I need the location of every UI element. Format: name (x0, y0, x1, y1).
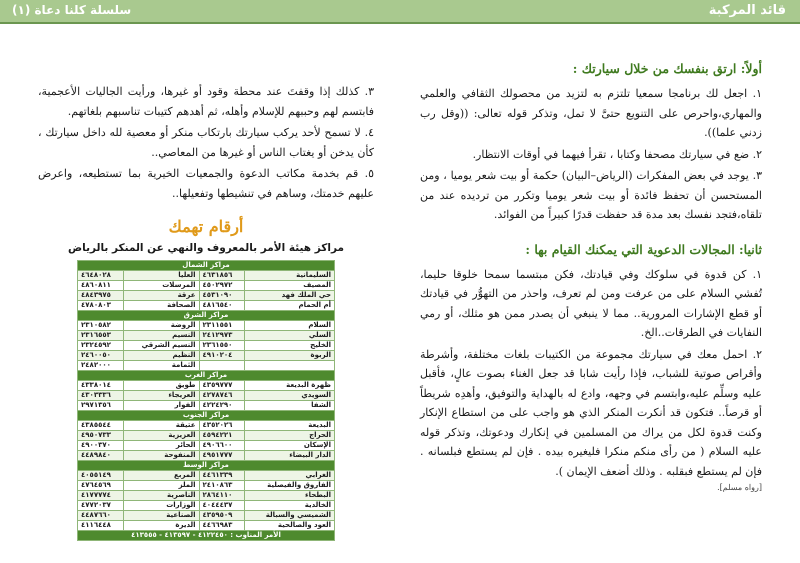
table-footer-row (78, 531, 335, 541)
table-row (78, 401, 335, 411)
table-phone-cell: ٤٤٨٧٦٦٠ (78, 511, 124, 521)
table-center-cell: عتيقة (123, 421, 199, 431)
table-region-row (78, 411, 335, 421)
table-center-cell: الإسكان (245, 441, 335, 451)
section2-paragraph-1: ١. كن قدوة في سلوكك وفي قيادتك، فكن مبتسما سمحا خلوقا حليما، تُفشي السلام على من عرفت ومن لم تعرف، واحذر من التهوُّر في قيادتك أو قطع الإشارات المرورية.. مما لا ينبغي أن يصدر ممن هو مثلك، أو رمي النفايات في الطرقات..الخ. (420, 267, 762, 339)
table-phone-cell: ٢٨٦٤١١٠ (199, 491, 245, 501)
left-column (38, 82, 374, 541)
phone-directory-table (77, 260, 335, 541)
table-phone-cell: ٤٨١٦٥٤٠ (199, 301, 245, 311)
left-paragraph-5: ٥. قم بخدمة مكاتب الدعوة والجمعيات الخيرية بما تستطيعه، واعرض عليهم خدمتك، وساهم في تنشيطها وتفعيلها.. (38, 167, 374, 200)
table-center-cell: المصيف (245, 281, 335, 291)
table-phone-cell: ٤٠٥٥١٤٩ (78, 471, 124, 481)
table-row (78, 331, 335, 341)
citation: [رواه مسلم]. (717, 483, 762, 492)
table-phone-cell: ٤٨٦٠٨١١ (78, 281, 124, 291)
table-row (78, 341, 335, 351)
table-center-cell: النظيم (123, 351, 199, 361)
table-phone-cell: ٤٩٥١٧٧٧ (199, 451, 245, 461)
table-region-row (78, 311, 335, 321)
table-center-cell: الدار البيضاء (245, 451, 335, 461)
table-phone-cell: ٤٨٤٣٩٧٥ (78, 291, 124, 301)
table-row (78, 291, 335, 301)
table-phone-cell: ٢٤١٢٩٧٣ (199, 331, 245, 341)
table-center-cell: الوزارات (123, 501, 199, 511)
table-row (78, 501, 335, 511)
table-center-cell: البطحاء (245, 491, 335, 501)
left-paragraph-3: ٣. كذلك إذا وقفتَ عند محطة وقود أو غيرها، ورأيت الجاليات الأعجمية، فابتسم لهم وحببهم للإسلام وأهله، ثم أهدهم كتيبات تناسبهم بلغاتهم. (38, 85, 374, 118)
table-row (78, 421, 335, 431)
table-center-cell: الشميسي والسبالة (245, 511, 335, 521)
table-center-cell: عرقة (123, 291, 199, 301)
section1-heading: أولاً: ارتق بنفسك من خلال سيارتك : (572, 61, 762, 76)
table-center-cell: الصحافة (123, 301, 199, 311)
numbers-title: أرقام تهمك (168, 217, 244, 236)
section1-paragraph-3: ٣. يوجد في بعض المفكرات (الرياض–البيان) حكمة أو بيت شعر يوميا ، ومن المستحسن أن تحفظ فائدة أو بيت شعر يوميا وتكرر من ترديده عند من تلقاه،فتجد نفسك بعد مدة قد حفظت قدرًا كبيراً من الفوائد. (420, 169, 762, 221)
table-center-cell: حي الملك فهد (245, 291, 335, 301)
table-center-cell: المنفوحة (123, 451, 199, 461)
table-row (78, 481, 335, 491)
header-bar (0, 0, 800, 24)
table-center-cell (245, 361, 335, 371)
table-center-cell: الناصرية (123, 491, 199, 501)
section1-paragraph-1: ١. اجعل لك برنامجا سمعيا تلتزم به لتزيد من محصولك الثقافي والعلمي والمهاري،واحرص على التنويع حتىَّ لا تمل، وتذكر قوله تعالى: ((وقل رب زدني علما)). (420, 87, 762, 139)
table-region-row (78, 371, 335, 381)
table-center-cell: العريجاء (123, 391, 199, 401)
table-center-cell: البديعة (245, 421, 335, 431)
table-center-cell: الفوار (123, 401, 199, 411)
table-center-cell: الملز (123, 481, 199, 491)
table-center-cell: الحائر (123, 441, 199, 451)
table-center-cell: الخليج (245, 341, 335, 351)
table-phone-cell: ٤٥٣١٠٩٠ (199, 291, 245, 301)
numbers-subtitle: مراكز هيئة الأمر بالمعروف والنهي عن المنكر بالرياض (68, 242, 344, 254)
table-row (78, 351, 335, 361)
table-footer: الأمر المناوب : ٤١٢٢٤٥٠ - ٤١٣٥٩٧ - ٤١٣٥٥٥ (78, 531, 335, 541)
table-phone-cell: ٢٤١٠٨٦٣ (199, 481, 245, 491)
table-row (78, 271, 335, 281)
table-phone-cell: ٤٣٥٢٠٢٦ (199, 421, 245, 431)
left-paragraph-4: ٤. لا تسمح لأحد يركب سيارتك بارتكاب منكر أو معصية لله داخل سيارتك ، كأن يدخن أو يغتاب الناس أو غيرها من المعاصي.. (38, 126, 374, 159)
table-center-cell: السليمانية (245, 271, 335, 281)
table-center-cell: العزيزية (123, 431, 199, 441)
table-center-cell: المرسلات (123, 281, 199, 291)
table-center-cell: المربع (123, 471, 199, 481)
table-center-cell: السلام (245, 321, 335, 331)
header-right-title: قائد المركبة (708, 3, 786, 18)
table-region-label: مراكز الوسط (78, 461, 335, 471)
section1-paragraph-2: ٢. ضع في سيارتك مصحفا وكتابا ، تقرأ فيهما في أوقات الانتظار. (472, 147, 762, 161)
table-center-cell: الفاروق والفيصلية (245, 481, 335, 491)
table-phone-cell: ٤٦٣١٨٥٦ (199, 271, 245, 281)
table-row (78, 281, 335, 291)
table-phone-cell: ٤٤٦١٣٣٩ (199, 471, 245, 481)
table-phone-cell: ٤١١٦٤٤٨ (78, 521, 124, 531)
table-phone-cell: ٢٣١٦٥٥٣ (78, 331, 124, 341)
table-phone-cell: ٤٣٥٩٧٧٧ (199, 381, 245, 391)
table-center-cell: الربوة (245, 351, 335, 361)
table-phone-cell: ٤٣٠٣٣٣٦ (78, 391, 124, 401)
table-center-cell: الديرة (123, 521, 199, 531)
table-phone-cell: ٢٣٦١٥٥٠ (199, 341, 245, 351)
table-phone-cell: ٤٣٨٥٥٤٤ (78, 421, 124, 431)
section2-heading: ثانيا: المجالات الدعوية التي يمكنك القيام بها : (525, 241, 762, 257)
table-center-cell: الشفا (245, 401, 335, 411)
table-center-cell: العليا (123, 271, 199, 281)
section2-paragraph-2: ٢. احمل معك في سيارتك مجموعة من الكتيبات بلغات مختلفة، وأشرطة وأقراص صوتية للشباب، فإذا رأيت شابا قد جعل الغناء بصوت عالٍ، فأقبل عليه وسلِّم عليه،وابتسم في وجهه، وادع له بالهداية والتوفيق، وأهدِه شريطاً أو قرصاً.. فتكون قد أنكرت المنكر الذي هو واجب على من استطاع الإنكار وكنت قدوة لكل من يراك من المسلمين في إنكارك ودعوتك، وتذكر قوله عليه السلام ( من رأى منكم منكرا فليغيره بيده . فإن لم يستطع فبلسانه . فإن لم يستطع فبقلبه . وذلك أضعف الإيمان ). (420, 347, 762, 478)
table-center-cell: الروضة (123, 321, 199, 331)
table-row (78, 361, 335, 371)
table-row (78, 451, 335, 461)
table-row (78, 441, 335, 451)
table-phone-cell: ٤٤٨٩٨٤٠ (78, 451, 124, 461)
table-row (78, 391, 335, 401)
table-row (78, 301, 335, 311)
table-phone-cell: ٤٣٣٨٠١٤ (78, 381, 124, 391)
table-phone-cell: ٤٧٨٠٨٠٣ (78, 301, 124, 311)
table-phone-cell: ٤٩١٠٢٠٤ (199, 351, 245, 361)
table-phone-cell: ٢٣١٠٥٨٢ (78, 321, 124, 331)
table-region-label: مراكز الشرق (78, 311, 335, 321)
table-center-cell: السلي (245, 331, 335, 341)
table-phone-cell: ٤٩٥٠٧٣٣ (78, 431, 124, 441)
table-center-cell: العود والصالحية (245, 521, 335, 531)
table-row (78, 381, 335, 391)
table-region-row (78, 261, 335, 271)
table-phone-cell: ٢٤٦٠٠٥٠ (78, 351, 124, 361)
table-phone-cell: ٤٥٩٤٢٢١ (199, 431, 245, 441)
table-row (78, 511, 335, 521)
table-phone-cell: ٢٤٨٢٠٠٠ (78, 361, 124, 371)
table-region-label: مراكز الجنوب (78, 411, 335, 421)
table-phone-cell: ٢٣١١٥٥١ (199, 321, 245, 331)
table-phone-cell (199, 361, 245, 371)
table-phone-cell: ٤٤٦٦٩٨٣ (199, 521, 245, 531)
table-region-label: مراكز الغرب (78, 371, 335, 381)
table-phone-cell: ٤٦٤٨٠٢٨ (78, 271, 124, 281)
table-center-cell: الغرابي (245, 471, 335, 481)
table-region-label: مراكز الشمال (78, 261, 335, 271)
table-row (78, 321, 335, 331)
table-center-cell: السويدي (245, 391, 335, 401)
table-phone-cell: ٤٧٧٢٠٣٧ (78, 501, 124, 511)
table-center-cell: طويق (123, 381, 199, 391)
table-phone-cell: ٤٩٠٠٣٧٠ (78, 441, 124, 451)
table-phone-cell: ٢٩٧١٣٥٦ (78, 401, 124, 411)
table-row (78, 471, 335, 481)
header-left-title: سلسلة كلنا دعاة (١) (12, 3, 132, 17)
table-phone-cell: ٤٠٤٤٤٣٧ (199, 501, 245, 511)
table-region-row (78, 461, 335, 471)
table-center-cell: أم الحمام (245, 301, 335, 311)
table-center-cell: النسيم (123, 331, 199, 341)
table-row (78, 431, 335, 441)
table-center-cell: ظهرة البديعة (245, 381, 335, 391)
table-center-cell: الثمامة (123, 361, 199, 371)
table-phone-cell: ٤٥٠٢٩٧٢ (199, 281, 245, 291)
table-center-cell: الخالدية (245, 501, 335, 511)
table-center-cell: الحراج (245, 431, 335, 441)
table-phone-cell: ٤٧٦٤٥٦٩ (78, 481, 124, 491)
table-phone-cell: ٤٩٠٦٦٠٠ (199, 441, 245, 451)
table-phone-cell: ٤١٧٧٧٧٤ (78, 491, 124, 501)
table-center-cell: الصناعية (123, 511, 199, 521)
table-phone-cell: ٤٣٥٩٥٠٩ (199, 511, 245, 521)
table-row (78, 491, 335, 501)
table-phone-cell: ٤٢٢٤٢٩٠ (199, 401, 245, 411)
table-center-cell: النسيم الشرقي (123, 341, 199, 351)
table-phone-cell: ٤٢٧٨٧٤٦ (199, 391, 245, 401)
right-column (420, 60, 762, 492)
table-row (78, 521, 335, 531)
table-phone-cell: ٢٣٢٤٥٩٢ (78, 341, 124, 351)
